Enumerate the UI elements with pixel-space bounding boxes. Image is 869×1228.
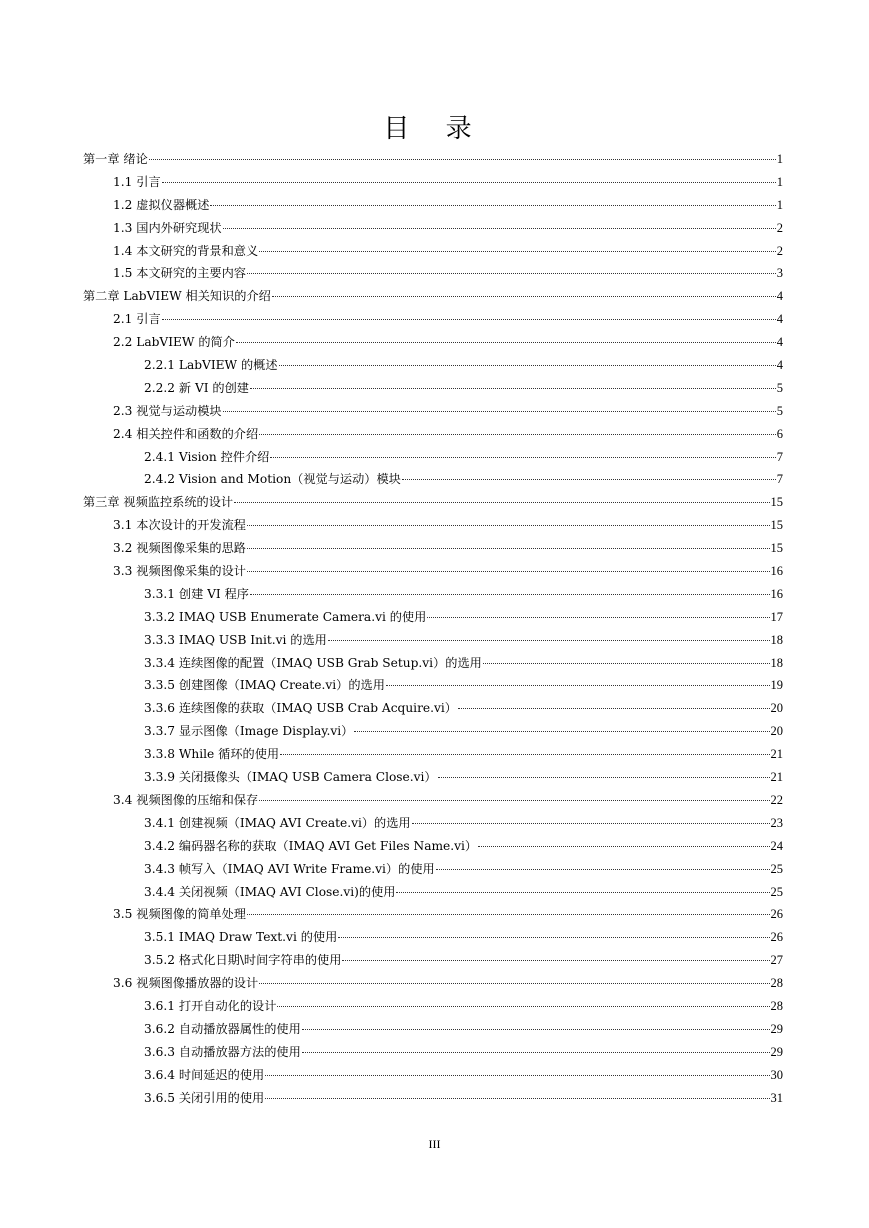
toc-entry-page-number: 23 [770, 815, 783, 830]
dot-leader [265, 1075, 769, 1076]
toc-entry-page-number: 4 [776, 289, 783, 304]
toc-entry-page-number: 5 [776, 380, 783, 395]
toc-entry[interactable] [83, 148, 783, 171]
toc-entry-page-number: 24 [770, 838, 783, 853]
toc-entry[interactable] [83, 194, 783, 217]
toc-entry-label: 1.4 本文研究的背景和意义 [113, 243, 259, 258]
toc-entry-label: 3.5 视频图像的简单处理 [113, 907, 246, 922]
toc-entry-page-number: 16 [770, 586, 783, 601]
toc-entry-page-number: 28 [770, 976, 783, 991]
toc-entry-page-number: 19 [770, 678, 783, 693]
dot-leader [386, 685, 770, 686]
toc-entry[interactable] [83, 789, 783, 812]
toc-entry[interactable] [83, 423, 783, 446]
toc-entry-label: 第二章 LabVIEW 相关知识的介绍 [83, 289, 271, 304]
dot-leader [259, 800, 769, 801]
toc-entry-page-number: 2 [776, 243, 783, 258]
toc-entry-page-number: 25 [770, 861, 783, 876]
toc-entry[interactable] [83, 652, 783, 675]
toc-entry[interactable] [83, 1041, 783, 1064]
toc-entry[interactable] [83, 400, 783, 423]
toc-title: 目 录 [383, 114, 486, 144]
toc-entry-page-number: 17 [770, 609, 783, 624]
dot-leader [250, 388, 776, 389]
dot-leader [259, 434, 776, 435]
toc-entry[interactable] [83, 377, 783, 400]
dot-leader [259, 983, 769, 984]
toc-entry-label: 2.1 引言 [113, 312, 161, 327]
toc-entry-page-number: 1 [776, 152, 783, 166]
toc-entry-page-number: 25 [770, 884, 783, 899]
toc-entry-label: 2.4.2 Vision and Motion（视觉与运动）模块 [144, 472, 401, 487]
toc-entry[interactable] [83, 835, 783, 858]
toc-entry[interactable] [83, 697, 783, 720]
toc-entry[interactable] [83, 903, 783, 926]
dot-leader [328, 640, 770, 641]
toc-entry-page-number: 1 [776, 174, 783, 189]
toc-entry[interactable] [83, 674, 783, 697]
dot-leader [236, 342, 776, 343]
dot-leader [280, 754, 769, 755]
toc-entry[interactable] [83, 446, 783, 469]
toc-entry-page-number: 3 [776, 266, 783, 281]
toc-entry[interactable] [83, 308, 783, 331]
toc-entry-label: 3.6.1 打开自动化的设计 [144, 998, 277, 1013]
dot-leader [436, 869, 770, 870]
dot-leader [247, 914, 770, 915]
toc-entry-page-number: 5 [776, 403, 783, 418]
dot-leader [277, 1006, 769, 1007]
toc-entry-page-number: 15 [770, 495, 783, 510]
toc-entry-label: 3.4.2 编码器名称的获取（IMAQ AVI Get Files Name.vi） [144, 838, 478, 853]
toc-entry[interactable] [83, 858, 783, 881]
toc-entry[interactable] [83, 1018, 783, 1041]
dot-leader [247, 571, 770, 572]
toc-entry-label: 3.3.1 创建 VI 程序 [144, 586, 249, 601]
toc-entry-label: 2.3 视觉与运动模块 [113, 403, 222, 418]
toc-entry-page-number: 20 [770, 724, 783, 739]
toc-entry-label: 2.2 LabVIEW 的简介 [113, 335, 235, 350]
page-number: III [428, 1137, 441, 1151]
toc-entry[interactable] [83, 812, 783, 835]
toc-entry[interactable] [83, 354, 783, 377]
toc-entry-label: 3.6.3 自动播放器方法的使用 [144, 1044, 301, 1059]
toc-entry-label: 3.3.5 创建图像（IMAQ Create.vi）的选用 [144, 678, 385, 693]
toc-entry-page-number: 15 [770, 518, 783, 533]
toc-entry-label: 1.5 本文研究的主要内容 [113, 266, 246, 281]
toc-entry-label: 1.1 引言 [113, 174, 161, 189]
dot-leader [270, 457, 775, 458]
dot-leader [210, 205, 775, 206]
toc-entry-page-number: 26 [770, 930, 783, 945]
dot-leader [302, 1052, 770, 1053]
dot-leader [338, 937, 769, 938]
dot-leader [402, 479, 776, 480]
toc-entry-page-number: 18 [770, 655, 783, 670]
toc-entry-page-number: 15 [770, 541, 783, 556]
toc-entry[interactable] [83, 240, 783, 263]
dot-leader [149, 159, 776, 160]
toc-entry[interactable] [83, 583, 783, 606]
dot-leader [223, 228, 776, 229]
toc-entry-label: 3.3.6 连续图像的获取（IMAQ USB Crab Acquire.vi） [144, 701, 457, 716]
dot-leader [396, 892, 769, 893]
toc-entry-page-number: 2 [776, 220, 783, 235]
toc-entry-page-number: 29 [770, 1044, 783, 1059]
toc-entry[interactable] [83, 972, 783, 995]
toc-entry[interactable] [83, 949, 783, 972]
toc-entry-label: 3.3.3 IMAQ USB Init.vi 的选用 [144, 632, 327, 647]
toc-entry[interactable] [83, 514, 783, 537]
toc-entry-page-number: 4 [776, 312, 783, 327]
toc-entry[interactable] [83, 331, 783, 354]
toc-entry-label: 3.6.4 时间延迟的使用 [144, 1067, 265, 1082]
toc-entry-label: 3.3.2 IMAQ USB Enumerate Camera.vi 的使用 [144, 609, 427, 624]
toc-entry-label: 3.3 视频图像采集的设计 [113, 564, 246, 579]
toc-entry-label: 3.5.1 IMAQ Draw Text.vi 的使用 [144, 930, 338, 945]
toc-entry[interactable] [83, 560, 783, 583]
dot-leader [265, 1098, 769, 1099]
dot-leader [247, 273, 776, 274]
toc-entry-label: 3.1 本次设计的开发流程 [113, 518, 246, 533]
dot-leader [247, 548, 770, 549]
toc-entry[interactable] [83, 995, 783, 1018]
toc-entry-label: 3.5.2 格式化日期\时间字符串的使用 [144, 953, 342, 968]
toc-entry[interactable] [83, 629, 783, 652]
toc-entry[interactable] [83, 1087, 783, 1110]
toc-entry[interactable] [83, 262, 783, 285]
toc-entry-label: 2.4.1 Vision 控件介绍 [144, 449, 270, 464]
toc-entry-label: 第一章 绪论 [83, 152, 148, 166]
toc-entry-label: 3.2 视频图像采集的思路 [113, 541, 246, 556]
toc-entry-label: 2.2.1 LabVIEW 的概述 [144, 358, 278, 373]
toc-entry-label: 3.4 视频图像的压缩和保存 [113, 792, 259, 807]
dot-leader [483, 663, 770, 664]
dot-leader [412, 823, 770, 824]
toc-entry[interactable] [83, 468, 783, 491]
toc-entry-page-number: 28 [770, 998, 783, 1013]
toc-entry[interactable] [83, 171, 783, 194]
dot-leader [272, 296, 776, 297]
toc-entry-page-number: 26 [770, 907, 783, 922]
toc-entry[interactable] [83, 720, 783, 743]
toc-entry-label: 3.3.8 While 循环的使用 [144, 747, 280, 762]
toc-entry[interactable] [83, 285, 783, 308]
dot-leader [478, 846, 769, 847]
toc-entry-label: 3.4.1 创建视频（IMAQ AVI Create.vi）的选用 [144, 815, 411, 830]
dot-leader [427, 617, 769, 618]
toc-entry-page-number: 4 [776, 358, 783, 373]
dot-leader [223, 411, 776, 412]
toc-entry[interactable] [83, 217, 783, 240]
toc-entry-label: 3.6.5 关闭引用的使用 [144, 1090, 265, 1105]
toc-entry-page-number: 29 [770, 1021, 783, 1036]
toc-entry-label: 3.4.4 关闭视频（IMAQ AVI Close.vi)的使用 [144, 884, 396, 899]
toc-entry-label: 2.4 相关控件和函数的介绍 [113, 426, 259, 441]
toc-entry-label: 3.3.9 关闭摄像头（IMAQ USB Camera Close.vi） [144, 770, 437, 785]
toc-entry-page-number: 4 [776, 335, 783, 350]
dot-leader [354, 731, 769, 732]
dot-leader [458, 708, 770, 709]
toc-entry-page-number: 7 [776, 472, 783, 487]
toc-entry[interactable] [83, 881, 783, 904]
dot-leader [279, 365, 776, 366]
dot-leader [162, 319, 776, 320]
toc-entry[interactable] [83, 1064, 783, 1087]
dot-leader [250, 594, 770, 595]
toc-entry-label: 第三章 视频监控系统的设计 [83, 495, 234, 510]
toc-entry-page-number: 6 [776, 426, 783, 441]
toc-entry-label: 3.3.4 连续图像的配置（IMAQ USB Grab Setup.vi）的选用 [144, 655, 482, 670]
dot-leader [342, 960, 769, 961]
toc-entry-page-number: 20 [770, 701, 783, 716]
toc-entry-label: 3.6 视频图像播放器的设计 [113, 976, 259, 991]
dot-leader [162, 182, 776, 183]
dot-leader [234, 502, 769, 503]
toc-entry-label: 3.3.7 显示图像（Image Display.vi） [144, 724, 354, 739]
toc-entry[interactable] [83, 537, 783, 560]
dot-leader [302, 1029, 770, 1030]
toc-entry-label: 1.3 国内外研究现状 [113, 220, 222, 235]
toc-entry[interactable] [83, 491, 783, 514]
dot-leader [438, 777, 770, 778]
toc-entry-page-number: 7 [776, 449, 783, 464]
toc-entry[interactable] [83, 926, 783, 949]
table-of-contents [83, 148, 783, 1109]
toc-entry-label: 3.6.2 自动播放器属性的使用 [144, 1021, 301, 1036]
toc-entry-page-number: 1 [776, 197, 783, 212]
dot-leader [247, 525, 770, 526]
toc-entry-page-number: 31 [770, 1090, 783, 1105]
toc-entry-page-number: 21 [770, 770, 783, 785]
dot-leader [259, 251, 776, 252]
toc-entry-page-number: 30 [770, 1067, 783, 1082]
toc-entry[interactable] [83, 766, 783, 789]
toc-entry[interactable] [83, 743, 783, 766]
toc-entry[interactable] [83, 606, 783, 629]
toc-entry-label: 3.4.3 帧写入（IMAQ AVI Write Frame.vi）的使用 [144, 861, 435, 876]
toc-entry-label: 2.2.2 新 VI 的创建 [144, 380, 249, 395]
toc-entry-page-number: 22 [770, 792, 783, 807]
toc-entry-page-number: 16 [770, 564, 783, 579]
toc-entry-page-number: 21 [770, 747, 783, 762]
toc-entry-label: 1.2 虚拟仪器概述 [113, 197, 210, 212]
toc-entry-page-number: 27 [770, 953, 783, 968]
toc-entry-page-number: 18 [770, 632, 783, 647]
